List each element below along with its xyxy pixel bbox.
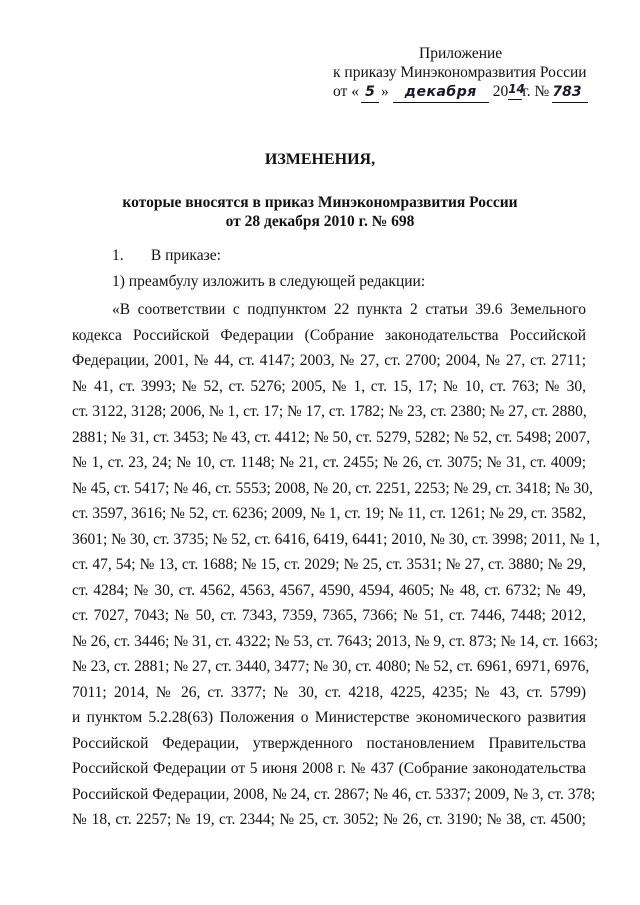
body-line: Российской Федерации, 2008, № 24, ст. 2867; № 46, ст. 5337; 2009, № 3, ст. 378; <box>72 785 596 803</box>
body-line: № 26, ст. 3446; № 31, ст. 4322; № 53, ст. 7643; 2013, № 9, ст. 873; № 14, ст. 1663; <box>72 632 599 650</box>
item-1-subitem: 1) преамбулу изложить в следующей редакции: <box>112 273 426 290</box>
handwritten-order-number: 783 <box>552 83 588 103</box>
body-line: ст. 47, 54; № 13, ст. 1688; № 15, ст. 2029; № 25, ст. 3531; № 27, ст. 3880; № 29, <box>72 556 586 573</box>
body-line: Федерации, 2001, № 44, ст. 4147; 2003, № 27, ст. 2700; 2004, № 27, ст. 2711; <box>72 352 586 369</box>
body-line: кодекса Российской Федерации (Собрание законодательства Российской <box>72 326 586 344</box>
body-line: ст. 7027, 7043; № 50, ст. 7343, 7359, 7365, 7366; № 51, ст. 7446, 7448; 2012, <box>72 607 586 624</box>
item-1-number: 1. <box>112 247 124 264</box>
appendix-date-line <box>333 82 633 103</box>
appendix-title: Приложение <box>419 45 503 62</box>
handwritten-month: декабря <box>393 83 489 103</box>
body-line: и пунктом 5.2.28(63) Положения о Министерстве экономического развития <box>72 709 586 726</box>
body-line: № 18, ст. 2257; № 19, ст. 2344; № 25, ст. 3052; № 26, ст. 3190; № 38, ст. 4500; <box>72 811 586 828</box>
body-line: ст. 3122, 3128; 2006, № 1, ст. 17; № 17, ст. 1782; № 23, ст. 2380; № 27, ст. 2880, <box>72 403 587 420</box>
subtitle-line-1: которые вносятся в приказ Минэкономразвития России <box>122 194 518 211</box>
body-line: ст. 3597, 3616; № 52, ст. 6236; 2009, № 1, ст. 19; № 11, ст. 1261; № 29, ст. 3582, <box>72 505 587 522</box>
body-line: 7011; 2014, № 26, ст. 3377; № 30, ст. 4218, 4225, 4235; № 43, ст. 5799) <box>72 683 586 701</box>
handwritten-day: 5 <box>361 83 379 103</box>
body-line: № 45, ст. 5417; № 46, ст. 5553; 2008, № 20, ст. 2251, 2253; № 29, ст. 3418; № 30, <box>72 479 593 497</box>
body-line: 2881; № 31, ст. 3453; № 43, ст. 4412; № 50, ст. 5279, 5282; № 52, ст. 5498; 2007, <box>72 428 591 446</box>
item-1-text: В приказе: <box>150 247 221 264</box>
body-line: Российской Федерации от 5 июня 2008 г. № 437 (Собрание законодательства <box>72 760 586 777</box>
body-line: «В соответствии с подпунктом 22 пункта 2 статьи 39.6 Земельного <box>112 301 586 318</box>
subtitle-line-2: от 28 декабря 2010 г. № 698 <box>225 213 415 230</box>
body-line: № 23, ст. 2881; № 27, ст. 3440, 3477; № 30, ст. 4080; № 52, ст. 6961, 6971, 6976, <box>72 658 590 675</box>
body-line: 3601; № 30, ст. 3735; № 52, ст. 6416, 6419, 6441; 2010, № 30, ст. 3998; 2011, № 1, <box>72 530 600 548</box>
document-title: ИЗМЕНЕНИЯ, <box>264 151 376 168</box>
body-line: Российской Федерации, утвержденного постановлением Правительства <box>72 734 586 752</box>
handwritten-year: 14 <box>508 80 522 100</box>
date-prefix: от « <box>333 83 359 100</box>
body-paragraph <box>72 297 600 833</box>
body-line: ст. 4284; № 30, ст. 4562, 4563, 4567, 4590, 4594, 4605; № 48, ст. 6732; № 49, <box>72 581 586 599</box>
date-mid: » <box>380 83 389 100</box>
year-prefix: 20 <box>492 83 509 100</box>
body-line: № 1, ст. 23, 24; № 10, ст. 1148; № 21, ст. 2455; № 26, ст. 3075; № 31, ст. 4009; <box>72 454 586 471</box>
appendix-order-reference: к приказу Минэкономразвития России <box>333 64 587 81</box>
document-subtitle <box>0 193 640 231</box>
appendix-header <box>333 44 633 103</box>
body-line: № 41, ст. 3993; № 52, ст. 5276; 2005, № 1, ст. 15, 17; № 10, ст. 763; № 30, <box>72 377 586 395</box>
year-end: г. № <box>522 83 550 100</box>
item-1 <box>112 247 221 265</box>
